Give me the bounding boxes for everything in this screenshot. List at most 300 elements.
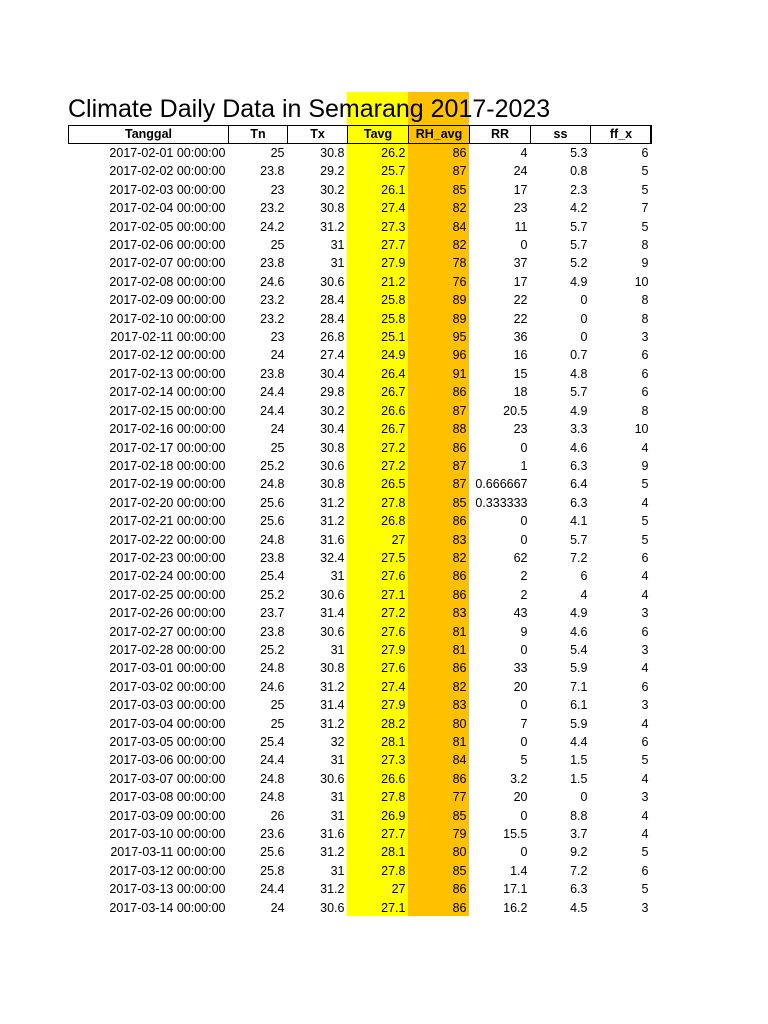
cell-tanggal[interactable]: 2017-03-01 00:00:00 — [109, 661, 226, 676]
cell-tx[interactable]: 32 — [330, 735, 345, 749]
cell-tx[interactable]: 31 — [330, 238, 345, 253]
cell-tanggal[interactable]: 2017-02-25 00:00:00 — [109, 587, 226, 602]
cell-tavg[interactable]: 27.6 — [381, 569, 406, 584]
cell-tx[interactable]: 30.6 — [320, 624, 345, 639]
cell-tn[interactable]: 26 — [270, 808, 285, 823]
cell-ss[interactable]: 6.3 — [570, 882, 588, 897]
cell-ff-x[interactable]: 5 — [641, 514, 649, 529]
cell-tanggal[interactable]: 2017-02-08 00:00:00 — [109, 274, 226, 289]
cell-tn[interactable]: 23.8 — [260, 366, 285, 381]
cell-rr[interactable]: 0 — [520, 514, 528, 529]
cell-ss[interactable]: 0 — [580, 311, 588, 326]
cell-tx[interactable]: 31.2 — [320, 716, 345, 731]
cell-tx[interactable]: 30.8 — [320, 146, 345, 160]
cell-tanggal[interactable]: 2017-02-27 00:00:00 — [109, 624, 226, 639]
cell-rh-avg[interactable]: 76 — [452, 274, 467, 289]
cell-tn[interactable]: 23.8 — [260, 624, 285, 639]
cell-rr[interactable]: 0 — [520, 808, 528, 823]
cell-rr[interactable]: 0 — [520, 845, 528, 860]
cell-ss[interactable]: 6.1 — [570, 698, 588, 713]
cell-tx[interactable]: 30.6 — [320, 771, 345, 786]
cell-rr[interactable]: 20 — [513, 679, 528, 694]
cell-tavg[interactable]: 27.2 — [381, 458, 406, 473]
cell-tn[interactable]: 25 — [270, 716, 285, 731]
cell-tavg[interactable]: 26.7 — [381, 385, 406, 400]
cell-tx[interactable]: 30.4 — [320, 422, 345, 437]
cell-ss[interactable]: 0 — [580, 293, 588, 308]
cell-tn[interactable]: 24 — [270, 422, 285, 437]
cell-rh-avg[interactable]: 78 — [452, 256, 467, 271]
cell-tanggal[interactable]: 2017-02-07 00:00:00 — [109, 256, 226, 271]
cell-tanggal[interactable]: 2017-02-09 00:00:00 — [109, 293, 226, 308]
cell-ff-x[interactable]: 10 — [634, 422, 649, 437]
cell-ff-x[interactable]: 5 — [641, 182, 649, 197]
cell-rh-avg[interactable]: 91 — [452, 366, 467, 381]
cell-tavg[interactable]: 26.4 — [381, 366, 406, 381]
cell-rh-avg[interactable]: 85 — [452, 495, 467, 510]
cell-rr[interactable]: 15 — [513, 366, 528, 381]
cell-tx[interactable]: 30.6 — [320, 900, 345, 915]
cell-ss[interactable]: 5.9 — [570, 661, 588, 676]
cell-tn[interactable]: 25.2 — [260, 458, 285, 473]
cell-tavg[interactable]: 21.2 — [381, 274, 406, 289]
cell-tx[interactable]: 30.2 — [320, 403, 345, 418]
cell-ff-x[interactable]: 6 — [641, 679, 649, 694]
cell-rr[interactable]: 0 — [520, 440, 528, 455]
cell-ss[interactable]: 6.3 — [570, 458, 588, 473]
cell-tanggal[interactable]: 2017-03-08 00:00:00 — [109, 790, 226, 805]
cell-tavg[interactable]: 27.1 — [381, 587, 406, 602]
cell-tx[interactable]: 29.2 — [320, 164, 345, 179]
cell-tavg[interactable]: 26.2 — [381, 146, 406, 160]
cell-tx[interactable]: 31.6 — [320, 532, 345, 547]
cell-ss[interactable]: 4.1 — [570, 514, 588, 529]
cell-tavg[interactable]: 27.4 — [381, 201, 406, 216]
cell-tx[interactable]: 31.6 — [320, 827, 345, 842]
cell-rr[interactable]: 18 — [513, 385, 528, 400]
cell-rr[interactable]: 0.666667 — [475, 477, 528, 492]
cell-rh-avg[interactable]: 86 — [452, 661, 467, 676]
cell-tn[interactable]: 25 — [270, 440, 285, 455]
cell-rr[interactable]: 0.333333 — [475, 495, 528, 510]
cell-tavg[interactable]: 27.8 — [381, 790, 406, 805]
cell-tavg[interactable]: 27.4 — [381, 679, 406, 694]
cell-ss[interactable]: 4.6 — [570, 440, 588, 455]
cell-tanggal[interactable]: 2017-02-04 00:00:00 — [109, 201, 226, 216]
cell-rh-avg[interactable]: 86 — [452, 771, 467, 786]
cell-rh-avg[interactable]: 79 — [452, 827, 467, 842]
cell-tx[interactable]: 28.4 — [320, 311, 345, 326]
cell-ff-x[interactable]: 8 — [641, 403, 649, 418]
cell-rr[interactable]: 20.5 — [503, 403, 528, 418]
cell-rh-avg[interactable]: 86 — [452, 514, 467, 529]
cell-tx[interactable]: 26.8 — [320, 330, 345, 345]
cell-rh-avg[interactable]: 84 — [452, 753, 467, 768]
cell-tn[interactable]: 24.4 — [260, 753, 285, 768]
cell-ss[interactable]: 5.7 — [570, 219, 588, 234]
cell-tavg[interactable]: 27.7 — [381, 827, 406, 842]
cell-ff-x[interactable]: 5 — [641, 164, 649, 179]
cell-tavg[interactable]: 27.3 — [381, 753, 406, 768]
cell-tx[interactable]: 30.2 — [320, 182, 345, 197]
cell-rr[interactable]: 2 — [520, 587, 528, 602]
cell-ff-x[interactable]: 9 — [641, 458, 649, 473]
cell-rr[interactable]: 0 — [520, 532, 528, 547]
cell-ss[interactable]: 5.7 — [570, 385, 588, 400]
cell-ff-x[interactable]: 3 — [641, 790, 649, 805]
cell-ss[interactable]: 5.4 — [570, 642, 588, 657]
cell-tavg[interactable]: 27.9 — [381, 698, 406, 713]
cell-tn[interactable]: 24.8 — [260, 790, 285, 805]
cell-tx[interactable]: 29.8 — [320, 385, 345, 400]
cell-ss[interactable]: 4.5 — [570, 900, 588, 915]
cell-tx[interactable]: 31.2 — [320, 882, 345, 897]
cell-tx[interactable]: 31 — [330, 256, 345, 271]
cell-ff-x[interactable]: 4 — [641, 587, 649, 602]
cell-ss[interactable]: 1.5 — [570, 753, 588, 768]
cell-rh-avg[interactable]: 89 — [452, 311, 467, 326]
cell-tn[interactable]: 25.6 — [260, 495, 285, 510]
cell-rh-avg[interactable]: 86 — [452, 146, 467, 160]
cell-ss[interactable]: 4.8 — [570, 366, 588, 381]
cell-rh-avg[interactable]: 87 — [452, 164, 467, 179]
cell-rr[interactable]: 0 — [520, 238, 528, 253]
cell-tanggal[interactable]: 2017-02-03 00:00:00 — [109, 182, 226, 197]
cell-tx[interactable]: 30.8 — [320, 477, 345, 492]
cell-ss[interactable]: 0.7 — [570, 348, 588, 363]
cell-tx[interactable]: 31 — [330, 753, 345, 768]
cell-tx[interactable]: 28.4 — [320, 293, 345, 308]
cell-tx[interactable]: 31 — [330, 790, 345, 805]
cell-tn[interactable]: 25.6 — [260, 845, 285, 860]
cell-rr[interactable]: 2 — [520, 569, 528, 584]
cell-tn[interactable]: 24.8 — [260, 477, 285, 492]
cell-tanggal[interactable]: 2017-02-17 00:00:00 — [109, 440, 226, 455]
cell-tavg[interactable]: 27.9 — [381, 642, 406, 657]
cell-tn[interactable]: 23.2 — [260, 201, 285, 216]
cell-tanggal[interactable]: 2017-02-02 00:00:00 — [109, 164, 226, 179]
cell-tx[interactable]: 31.2 — [320, 845, 345, 860]
cell-tn[interactable]: 24.6 — [260, 274, 285, 289]
cell-tn[interactable]: 25.4 — [260, 569, 285, 584]
cell-ss[interactable]: 6 — [580, 569, 588, 584]
cell-ff-x[interactable]: 8 — [641, 293, 649, 308]
header-ss[interactable]: ss — [531, 126, 591, 144]
cell-rh-avg[interactable]: 81 — [452, 735, 467, 749]
header-tanggal[interactable]: Tanggal — [69, 126, 229, 144]
cell-rr[interactable]: 4 — [520, 146, 528, 160]
cell-rh-avg[interactable]: 89 — [452, 293, 467, 308]
cell-rh-avg[interactable]: 83 — [452, 606, 467, 621]
cell-ss[interactable]: 5.9 — [570, 716, 588, 731]
cell-tavg[interactable]: 27.9 — [381, 256, 406, 271]
cell-tavg[interactable]: 26.6 — [381, 403, 406, 418]
cell-rh-avg[interactable]: 85 — [452, 863, 467, 878]
cell-ff-x[interactable]: 5 — [641, 882, 649, 897]
cell-ss[interactable]: 4.4 — [570, 735, 588, 749]
cell-tanggal[interactable]: 2017-03-13 00:00:00 — [109, 882, 226, 897]
cell-rr[interactable]: 17 — [513, 274, 528, 289]
cell-ff-x[interactable]: 10 — [634, 274, 649, 289]
cell-tn[interactable]: 23.8 — [260, 164, 285, 179]
cell-ff-x[interactable]: 6 — [641, 385, 649, 400]
cell-tn[interactable]: 23.8 — [260, 256, 285, 271]
cell-rr[interactable]: 62 — [513, 550, 528, 565]
cell-tx[interactable]: 31 — [330, 863, 345, 878]
cell-tanggal[interactable]: 2017-02-12 00:00:00 — [109, 348, 226, 363]
cell-tavg[interactable]: 24.9 — [381, 348, 406, 363]
cell-tx[interactable]: 31.2 — [320, 514, 345, 529]
cell-ff-x[interactable]: 3 — [641, 642, 649, 657]
cell-tanggal[interactable]: 2017-02-05 00:00:00 — [109, 219, 226, 234]
cell-ss[interactable]: 7.2 — [570, 550, 588, 565]
cell-tanggal[interactable]: 2017-03-02 00:00:00 — [109, 679, 226, 694]
cell-tavg[interactable]: 27.8 — [381, 495, 406, 510]
cell-tanggal[interactable]: 2017-03-10 00:00:00 — [109, 827, 226, 842]
cell-rr[interactable]: 20 — [513, 790, 528, 805]
cell-rr[interactable]: 22 — [513, 293, 528, 308]
cell-tavg[interactable]: 28.1 — [381, 735, 406, 749]
cell-tanggal[interactable]: 2017-02-11 00:00:00 — [110, 330, 226, 345]
cell-tanggal[interactable]: 2017-03-07 00:00:00 — [109, 771, 226, 786]
cell-tx[interactable]: 31.2 — [320, 219, 345, 234]
cell-ss[interactable]: 4.6 — [570, 624, 588, 639]
cell-ss[interactable]: 5.2 — [570, 256, 588, 271]
cell-ff-x[interactable]: 4 — [641, 495, 649, 510]
cell-tx[interactable]: 30.8 — [320, 661, 345, 676]
cell-rh-avg[interactable]: 88 — [452, 422, 467, 437]
header-ff-x[interactable]: ff_x — [591, 126, 652, 144]
cell-tanggal[interactable]: 2017-02-13 00:00:00 — [109, 366, 226, 381]
cell-rr[interactable]: 36 — [513, 330, 528, 345]
cell-rh-avg[interactable]: 83 — [452, 532, 467, 547]
cell-tn[interactable]: 24.6 — [260, 679, 285, 694]
cell-ss[interactable]: 2.3 — [570, 182, 588, 197]
cell-tn[interactable]: 25 — [270, 698, 285, 713]
cell-tn[interactable]: 25.4 — [260, 735, 285, 749]
cell-rh-avg[interactable]: 77 — [452, 790, 467, 805]
header-rh-avg[interactable]: RH_avg — [409, 126, 470, 144]
cell-tanggal[interactable]: 2017-03-03 00:00:00 — [109, 698, 226, 713]
cell-ss[interactable]: 7.1 — [570, 679, 588, 694]
cell-rr[interactable]: 1.4 — [510, 863, 528, 878]
cell-rr[interactable]: 17 — [513, 182, 528, 197]
cell-ss[interactable]: 8.8 — [570, 808, 588, 823]
cell-tanggal[interactable]: 2017-02-18 00:00:00 — [109, 458, 226, 473]
cell-ff-x[interactable]: 6 — [641, 348, 649, 363]
cell-ss[interactable]: 4.9 — [570, 274, 588, 289]
cell-tx[interactable]: 31 — [330, 808, 345, 823]
cell-tn[interactable]: 24.4 — [260, 385, 285, 400]
cell-tanggal[interactable]: 2017-03-06 00:00:00 — [109, 753, 226, 768]
cell-tn[interactable]: 24.8 — [260, 661, 285, 676]
cell-rh-avg[interactable]: 83 — [452, 698, 467, 713]
cell-tanggal[interactable]: 2017-02-10 00:00:00 — [109, 311, 226, 326]
cell-tx[interactable]: 31 — [330, 569, 345, 584]
cell-ff-x[interactable]: 6 — [641, 366, 649, 381]
cell-rr[interactable]: 0 — [520, 735, 528, 749]
cell-tanggal[interactable]: 2017-02-06 00:00:00 — [109, 238, 226, 253]
cell-tanggal[interactable]: 2017-02-28 00:00:00 — [109, 642, 226, 657]
cell-ff-x[interactable]: 7 — [641, 201, 649, 216]
cell-tn[interactable]: 25 — [270, 238, 285, 253]
cell-tavg[interactable]: 27.7 — [381, 238, 406, 253]
cell-ss[interactable]: 0 — [580, 790, 588, 805]
cell-rh-avg[interactable]: 87 — [452, 477, 467, 492]
cell-ss[interactable]: 4 — [580, 587, 588, 602]
cell-rr[interactable]: 16.2 — [503, 900, 528, 915]
cell-ff-x[interactable]: 5 — [641, 532, 649, 547]
cell-tavg[interactable]: 28.2 — [381, 716, 406, 731]
cell-tx[interactable]: 30.6 — [320, 274, 345, 289]
cell-ss[interactable]: 4.9 — [570, 606, 588, 621]
cell-rr[interactable]: 24 — [513, 164, 528, 179]
cell-tn[interactable]: 25.2 — [260, 587, 285, 602]
cell-ff-x[interactable]: 3 — [641, 606, 649, 621]
cell-rh-avg[interactable]: 82 — [452, 550, 467, 565]
cell-tanggal[interactable]: 2017-02-19 00:00:00 — [109, 477, 226, 492]
cell-tanggal[interactable]: 2017-03-12 00:00:00 — [109, 863, 226, 878]
cell-tx[interactable]: 31.2 — [320, 495, 345, 510]
cell-ss[interactable]: 5.7 — [570, 532, 588, 547]
cell-rr[interactable]: 33 — [513, 661, 528, 676]
cell-rr[interactable]: 23 — [513, 201, 528, 216]
cell-tn[interactable]: 24.8 — [260, 771, 285, 786]
header-tn[interactable]: Tn — [229, 126, 288, 144]
cell-tavg[interactable]: 25.8 — [381, 293, 406, 308]
cell-rr[interactable]: 23 — [513, 422, 528, 437]
cell-ff-x[interactable]: 8 — [641, 238, 649, 253]
cell-tn[interactable]: 24.2 — [260, 219, 285, 234]
cell-tx[interactable]: 27.4 — [320, 348, 345, 363]
cell-tavg[interactable]: 27 — [391, 532, 406, 547]
cell-tx[interactable]: 31.4 — [320, 698, 345, 713]
cell-tn[interactable]: 23 — [270, 330, 285, 345]
header-tx[interactable]: Tx — [288, 126, 348, 144]
cell-tavg[interactable]: 27.8 — [381, 863, 406, 878]
cell-tavg[interactable]: 26.6 — [381, 771, 406, 786]
cell-ff-x[interactable]: 5 — [641, 477, 649, 492]
cell-ff-x[interactable]: 9 — [641, 256, 649, 271]
cell-ss[interactable]: 7.2 — [570, 863, 588, 878]
cell-tavg[interactable]: 27.2 — [381, 606, 406, 621]
cell-tavg[interactable]: 26.7 — [381, 422, 406, 437]
cell-ff-x[interactable]: 3 — [641, 900, 649, 915]
cell-ss[interactable]: 6.3 — [570, 495, 588, 510]
cell-tavg[interactable]: 27.5 — [381, 550, 406, 565]
cell-tx[interactable]: 31.4 — [320, 606, 345, 621]
cell-rh-avg[interactable]: 85 — [452, 808, 467, 823]
cell-tanggal[interactable]: 2017-02-24 00:00:00 — [109, 569, 226, 584]
cell-ff-x[interactable]: 5 — [641, 219, 649, 234]
cell-rh-avg[interactable]: 87 — [452, 403, 467, 418]
cell-tn[interactable]: 24.8 — [260, 532, 285, 547]
cell-rr[interactable]: 7 — [520, 716, 528, 731]
cell-tn[interactable]: 24.4 — [260, 882, 285, 897]
cell-tx[interactable]: 30.8 — [320, 440, 345, 455]
cell-ff-x[interactable]: 4 — [641, 771, 649, 786]
cell-rr[interactable]: 5 — [520, 753, 528, 768]
cell-rh-avg[interactable]: 86 — [452, 882, 467, 897]
cell-tanggal[interactable]: 2017-03-05 00:00:00 — [109, 735, 226, 749]
cell-ff-x[interactable]: 8 — [641, 311, 649, 326]
cell-rh-avg[interactable]: 82 — [452, 201, 467, 216]
cell-tx[interactable]: 31.2 — [320, 679, 345, 694]
cell-tavg[interactable]: 27 — [391, 882, 406, 897]
cell-tavg[interactable]: 25.7 — [381, 164, 406, 179]
cell-tavg[interactable]: 25.8 — [381, 311, 406, 326]
cell-ff-x[interactable]: 4 — [641, 827, 649, 842]
cell-tanggal[interactable]: 2017-02-14 00:00:00 — [109, 385, 226, 400]
cell-ff-x[interactable]: 6 — [641, 624, 649, 639]
cell-tavg[interactable]: 27.6 — [381, 661, 406, 676]
cell-ff-x[interactable]: 4 — [641, 661, 649, 676]
cell-ff-x[interactable]: 6 — [641, 146, 649, 160]
cell-tn[interactable]: 23.2 — [260, 293, 285, 308]
cell-tx[interactable]: 30.6 — [320, 587, 345, 602]
cell-ff-x[interactable]: 6 — [641, 863, 649, 878]
cell-ss[interactable]: 6.4 — [570, 477, 588, 492]
cell-ff-x[interactable]: 4 — [641, 808, 649, 823]
cell-rr[interactable]: 0 — [520, 642, 528, 657]
cell-rh-avg[interactable]: 86 — [452, 587, 467, 602]
cell-tavg[interactable]: 27.2 — [381, 440, 406, 455]
cell-rr[interactable]: 3.2 — [510, 771, 528, 786]
cell-rh-avg[interactable]: 87 — [452, 458, 467, 473]
cell-rh-avg[interactable]: 81 — [452, 642, 467, 657]
cell-ff-x[interactable]: 5 — [641, 753, 649, 768]
cell-tavg[interactable]: 28.1 — [381, 845, 406, 860]
cell-ss[interactable]: 4.9 — [570, 403, 588, 418]
cell-ss[interactable]: 0 — [580, 330, 588, 345]
cell-tx[interactable]: 30.8 — [320, 201, 345, 216]
cell-ss[interactable]: 3.7 — [570, 827, 588, 842]
cell-rh-avg[interactable]: 86 — [452, 385, 467, 400]
cell-rr[interactable]: 37 — [513, 256, 528, 271]
cell-tavg[interactable]: 27.1 — [381, 900, 406, 915]
cell-rh-avg[interactable]: 96 — [452, 348, 467, 363]
cell-tn[interactable]: 25.8 — [260, 863, 285, 878]
cell-tanggal[interactable]: 2017-02-15 00:00:00 — [109, 403, 226, 418]
cell-tanggal[interactable]: 2017-03-09 00:00:00 — [109, 808, 226, 823]
cell-tanggal[interactable]: 2017-02-21 00:00:00 — [109, 514, 226, 529]
cell-tn[interactable]: 25.6 — [260, 514, 285, 529]
cell-tanggal[interactable]: 2017-03-11 00:00:00 — [110, 845, 226, 860]
cell-rr[interactable]: 0 — [520, 698, 528, 713]
cell-ff-x[interactable]: 6 — [641, 735, 649, 749]
cell-rh-avg[interactable]: 82 — [452, 238, 467, 253]
header-rr[interactable]: RR — [470, 126, 531, 144]
cell-rr[interactable]: 11 — [514, 219, 528, 234]
cell-tn[interactable]: 23.6 — [260, 827, 285, 842]
cell-ff-x[interactable]: 4 — [641, 440, 649, 455]
cell-tavg[interactable]: 26.9 — [381, 808, 406, 823]
cell-rh-avg[interactable]: 86 — [452, 440, 467, 455]
cell-tanggal[interactable]: 2017-03-14 00:00:00 — [109, 900, 226, 915]
cell-rh-avg[interactable]: 95 — [452, 330, 467, 345]
cell-tn[interactable]: 24 — [270, 348, 285, 363]
cell-tn[interactable]: 24 — [270, 900, 285, 915]
cell-rh-avg[interactable]: 86 — [452, 900, 467, 915]
cell-tanggal[interactable]: 2017-02-01 00:00:00 — [109, 146, 226, 160]
cell-ss[interactable]: 0.8 — [570, 164, 588, 179]
cell-ff-x[interactable]: 6 — [641, 550, 649, 565]
cell-tanggal[interactable]: 2017-03-04 00:00:00 — [109, 716, 226, 731]
cell-tx[interactable]: 31 — [330, 642, 345, 657]
cell-ss[interactable]: 3.3 — [570, 422, 588, 437]
cell-tavg[interactable]: 26.1 — [381, 182, 406, 197]
cell-tavg[interactable]: 27.3 — [381, 219, 406, 234]
